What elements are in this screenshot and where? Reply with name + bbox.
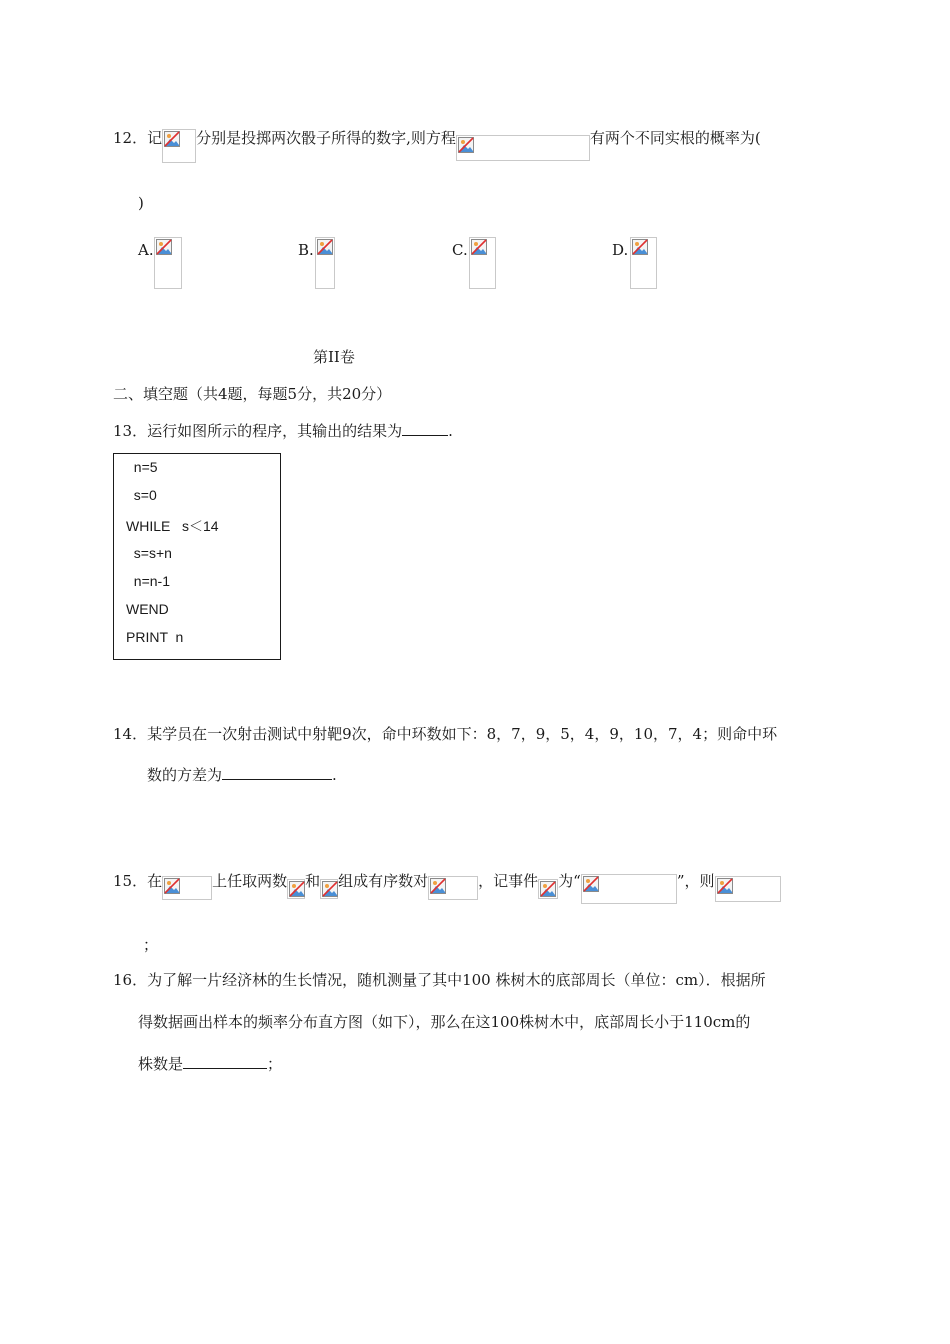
broken-image-icon [717, 878, 733, 894]
question-14-text: 数的方差为 [147, 766, 223, 784]
section-heading: 二、填空题（共4题，每题5分，共20分） [113, 385, 392, 403]
question-16-line-1: 16．为了解一片经济林的生长情况，随机测量了其中100 株树木的底部周长（单位：cm）．根据所 [113, 971, 766, 989]
program-line: WHILE s＜14 [126, 518, 219, 534]
question-12-text: 分别是投掷两次骰子所得的数字,则方程 [196, 129, 456, 147]
question-15-text-6: ”，则 [676, 872, 715, 890]
condition-image [581, 874, 677, 904]
answer-blank [402, 421, 448, 436]
program-line: n=5 [126, 459, 158, 475]
question-16-end: ； [267, 1055, 283, 1073]
equation-image [456, 135, 590, 161]
broken-image-icon [540, 881, 556, 897]
question-13-text: 13．运行如图所示的程序，其输出的结果为 [113, 422, 403, 440]
broken-image-icon [632, 239, 648, 255]
formula-image [162, 129, 196, 163]
option-d [612, 241, 628, 259]
interval-image [162, 876, 212, 900]
pair-image [428, 876, 478, 900]
question-15-text-4: ，记事件 [478, 872, 539, 890]
question-15-text-1: 上任取两数 [212, 872, 288, 890]
question-15-text-2: 和 [305, 872, 321, 890]
program-line: PRINT n [126, 629, 184, 645]
broken-image-icon [430, 878, 446, 894]
broken-image-icon [583, 876, 599, 892]
program-box [113, 453, 281, 660]
option-a [138, 241, 154, 259]
question-14-end: . [332, 766, 337, 784]
broken-image-icon [289, 881, 305, 897]
program-line: s=s+n [126, 545, 172, 561]
broken-image-icon [156, 239, 172, 255]
broken-image-icon [164, 131, 180, 147]
question-16-line-3 [138, 1053, 282, 1075]
answer-blank [183, 1054, 267, 1069]
question-12-number: 12．记 [113, 129, 163, 147]
section-title: 第II卷 [313, 348, 355, 366]
option-b-label: B. [298, 241, 314, 259]
program-line: s=0 [126, 487, 157, 503]
variable-image [320, 879, 338, 899]
option-a-image [154, 237, 182, 289]
option-c-label: C. [452, 241, 468, 259]
option-b-image [315, 237, 335, 289]
question-13-end: . [448, 422, 453, 440]
question-15-text-5: 为“ [558, 872, 581, 890]
answer-blank [222, 765, 332, 780]
question-13 [113, 420, 453, 442]
question-15-number: 15．在 [113, 872, 163, 890]
question-14-line-2 [147, 764, 337, 786]
broken-image-icon [471, 239, 487, 255]
program-line: n=n-1 [126, 573, 170, 589]
option-d-label: D. [612, 241, 629, 259]
broken-image-icon [164, 878, 180, 894]
broken-image-icon [322, 881, 338, 897]
event-image [538, 879, 558, 899]
broken-image-icon [317, 239, 333, 255]
question-15-text-3: 组成有序数对 [338, 872, 429, 890]
question-16-text: 株数是 [138, 1055, 184, 1073]
question-14-line-1: 14．某学员在一次射击测试中射靶9次，命中环数如下：8，7，9，5，4，9，10，7，4；则命中环 [113, 725, 778, 743]
option-d-image [630, 237, 657, 289]
option-c-image [469, 237, 496, 289]
question-15-end: ； [143, 936, 159, 954]
broken-image-icon [458, 137, 474, 153]
question-16-line-2: 得数据画出样本的频率分布直方图（如下），那么在这100株树木中，底部周长小于110cm的 [138, 1013, 751, 1031]
option-a-label: A. [138, 241, 154, 259]
question-12-close: ) [138, 194, 144, 212]
program-line: WEND [126, 601, 169, 617]
variable-image [287, 879, 305, 899]
question-12-text-2: 有两个不同实根的概率为( [589, 129, 761, 147]
question-15-line [113, 870, 781, 900]
option-b [298, 241, 314, 259]
question-12-line-1 [113, 127, 761, 161]
option-c [452, 241, 468, 259]
probability-image [715, 876, 781, 902]
